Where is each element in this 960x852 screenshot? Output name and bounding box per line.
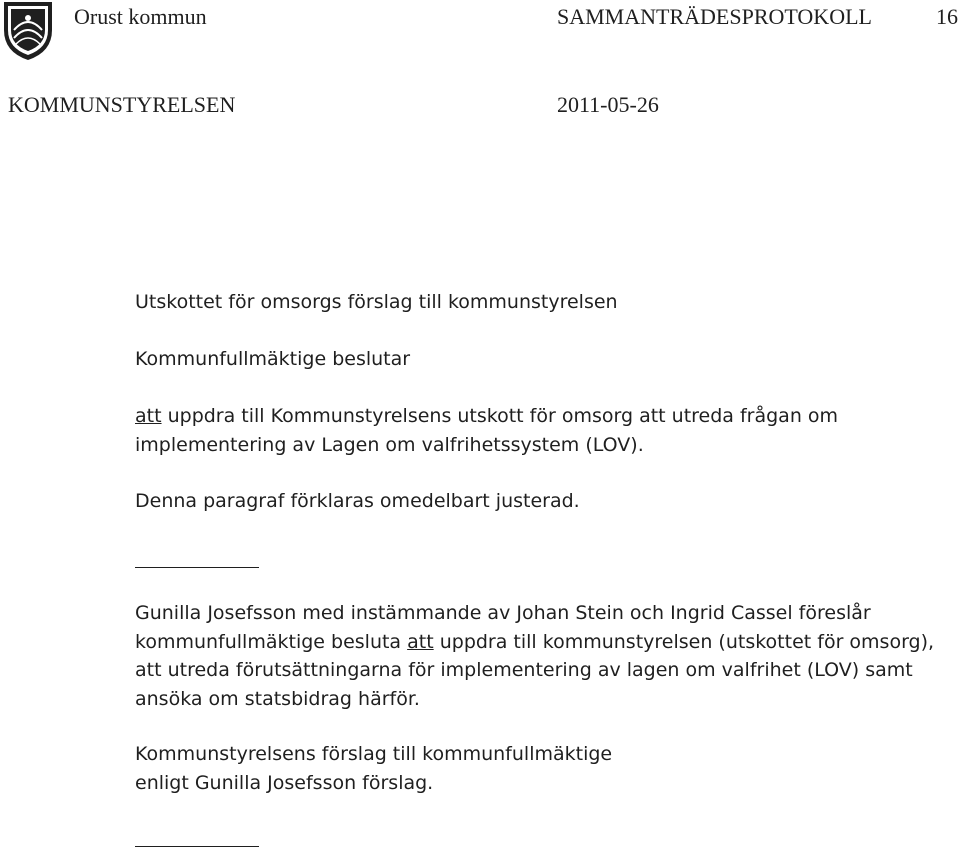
motion-line-2-after: uppdra till kommunstyrelsen (utskottet för omsorg), [433,630,935,653]
att-underlined: att [407,630,434,653]
board-proposal-heading: Kommunstyrelsens förslag till kommunfullmäktige [135,743,613,765]
section-divider [135,846,259,847]
motion-line-2-before: kommunfullmäktige besluta [135,630,408,653]
municipal-coat-of-arms-logo [2,0,54,62]
board-proposal [135,740,612,797]
page-number: 16 [936,4,958,29]
decision-line-1-rest: uppdra till Kommunstyrelsens utskott för omsorg att utreda frågan om [161,405,839,427]
document-type: SAMMANTRÄDESPROTOKOLL [557,4,872,29]
motion-line-4: ansöka om statsbidrag härför. [135,687,420,710]
decision-text [135,402,838,459]
motion-line-1: Gunilla Josefsson med instämmande av Johan Stein och Ingrid Cassel föreslår [135,602,871,624]
decision-heading: Kommunfullmäktige beslutar [135,348,411,370]
municipality-name: Orust kommun [74,4,207,29]
motion-line-2 [135,628,934,657]
board-name: KOMMUNSTYRELSEN [8,92,236,117]
motion-text [135,599,934,713]
att-underlined: att [135,405,162,427]
meeting-date: 2011-05-26 [557,92,659,117]
committee-proposal-heading: Utskottet för omsorgs förslag till kommunstyrelsen [135,291,618,313]
section-divider [135,567,259,568]
decision-line-2: implementering av Lagen om valfrihetssystem (LOV). [135,433,644,456]
board-proposal-text: enligt Gunilla Josefsson förslag. [135,771,434,794]
adjusted-note: Denna paragraf förklaras omedelbart justerad. [135,490,580,512]
motion-line-3: att utreda förutsättningarna för implementering av lagen om valfrihet (LOV) samt [135,659,913,681]
decision-line-1 [135,402,838,431]
